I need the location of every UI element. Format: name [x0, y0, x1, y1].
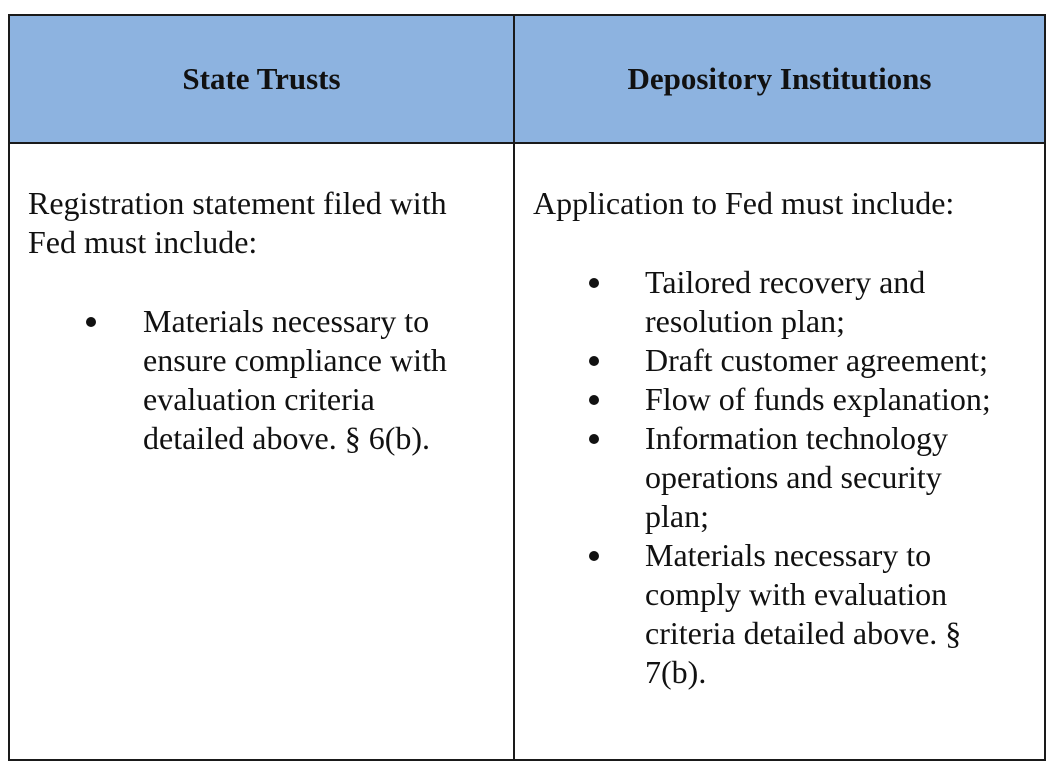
- list-item-text: Information technology operations and security plan;: [645, 420, 949, 534]
- list-item: [533, 380, 1025, 419]
- bullet-icon: [589, 551, 599, 561]
- list-item: [28, 302, 478, 458]
- depository-institutions-list: [533, 263, 1044, 692]
- header-state-trusts: State Trusts: [10, 16, 515, 144]
- depository-institutions-intro: Application to Fed must include:: [533, 185, 955, 221]
- list-item-text: Materials necessary to ensure compliance with evaluation criteria detailed above. § 6(b).: [143, 303, 447, 456]
- list-item-text: Materials necessary to comply with evaluation criteria detailed above. § 7(b).: [645, 537, 962, 690]
- list-item-text: Draft customer agreement;: [645, 342, 988, 378]
- bullet-icon: [589, 278, 599, 288]
- list-item: [533, 536, 975, 692]
- list-item-text: Tailored recovery and resolution plan;: [645, 264, 926, 339]
- state-trusts-cell: [10, 144, 515, 759]
- list-item: [533, 341, 1025, 380]
- comparison-table: [8, 14, 1046, 761]
- bullet-icon: [86, 317, 96, 327]
- list-item: [533, 263, 945, 341]
- list-item-text: Flow of funds explanation;: [645, 381, 991, 417]
- bullet-icon: [589, 434, 599, 444]
- bullet-icon: [589, 395, 599, 405]
- state-trusts-intro: Registration statement filed with Fed must include:: [28, 185, 447, 260]
- depository-institutions-cell: [515, 144, 1044, 759]
- list-item: [533, 419, 963, 536]
- bullet-icon: [589, 356, 599, 366]
- state-trusts-list: [28, 302, 513, 458]
- header-depository-institutions: Depository Institutions: [515, 16, 1044, 144]
